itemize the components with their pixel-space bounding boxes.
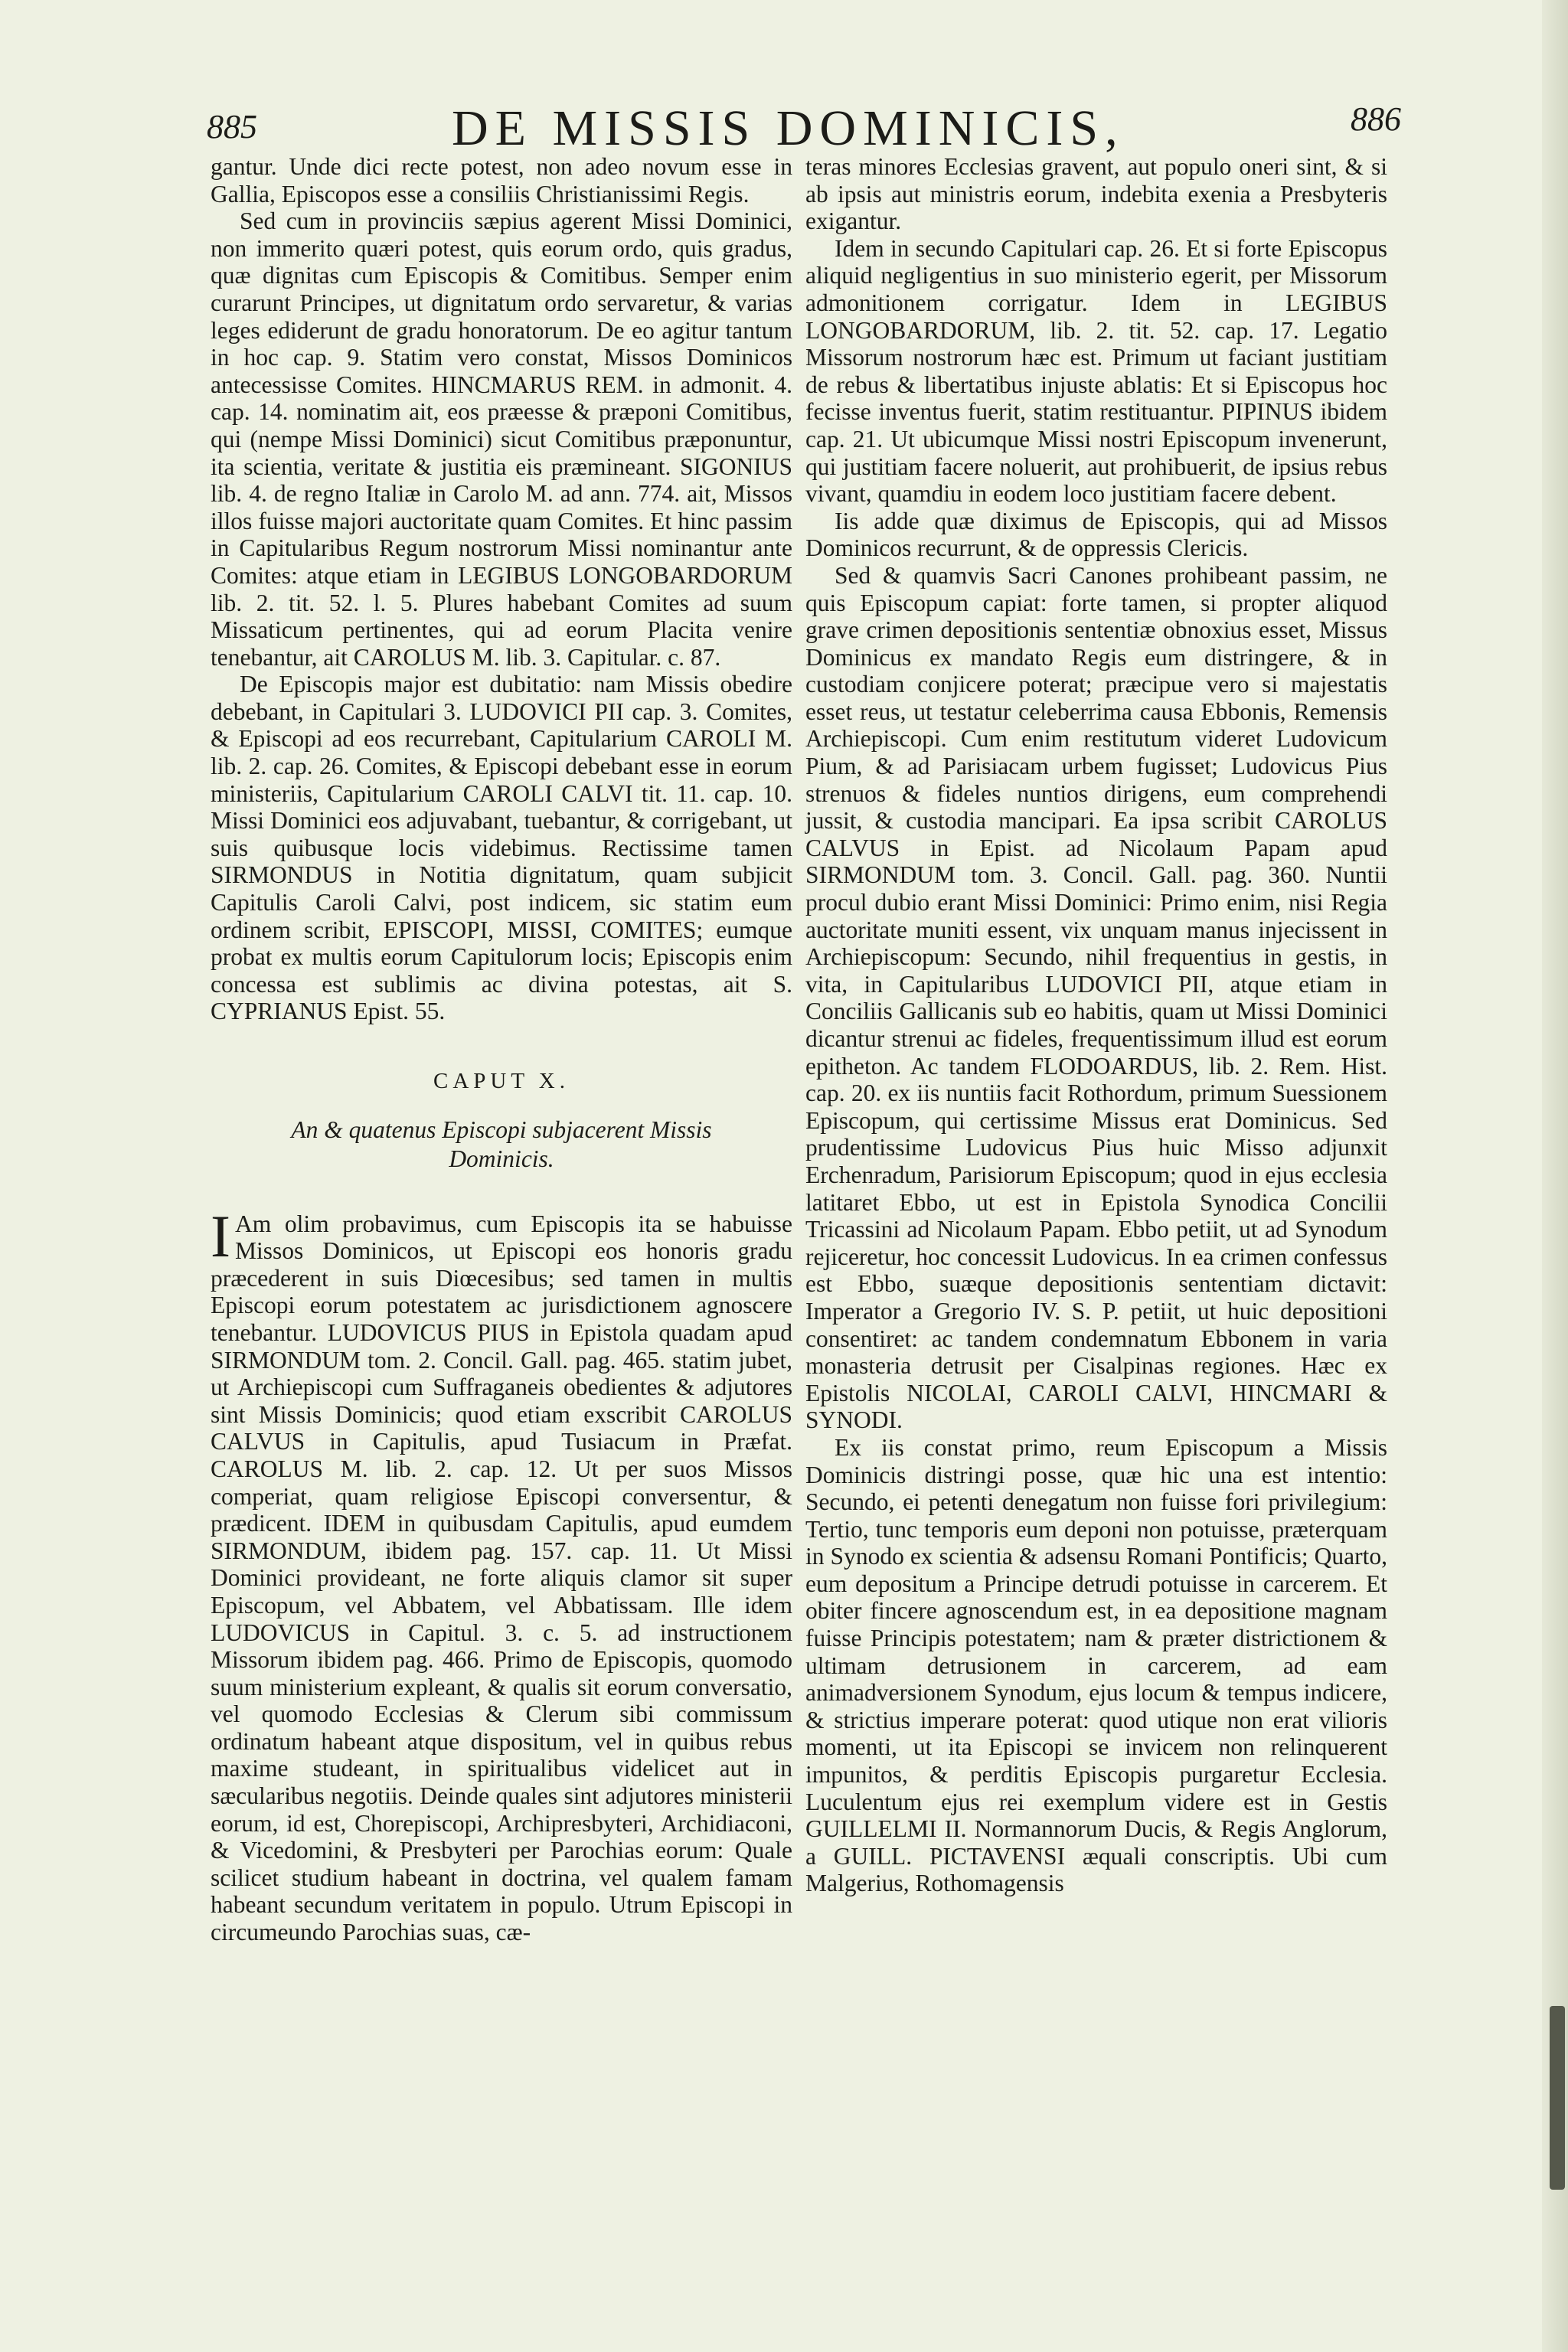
paragraph: teras minores Ecclesias gravent, aut populo oneri sint, & si ab ipsis aut ministris eorum, indebita exenia a Presbyteris exigantur. (805, 153, 1387, 235)
chapter-heading: CAPUT X. (433, 1069, 570, 1093)
right-column (805, 153, 1387, 1897)
left-column (211, 153, 792, 1946)
paragraph-text: Am olim probavimus, cum Episcopis ita se habuisse Missos Dominicos, ut Episcopi eos honoris gradu præcederent in suis Diœcesibus; sed tamen in multis Episcopi eorum potestatem ac jurisdictionem agnoscere tenebantur. LUDOVICUS PIUS in Epistola quadam apud SIRMONDUM tom. 2. Concil. Gall. pag. 465. statim jubet, ut Archiepiscopi cum Suffraganeis obedientes & adjutores sint Missis Dominicis; quod etiam exscribit CAROLUS CALVUS in Capitulis, apud Tusiacum in Præfat. CAROLUS M. lib. 2. cap. 12. Ut per suos Missos comperiat, quam religiose Episcopi conversentur, & prædicent. IDEM in quibusdam Capitulis, apud eumdem SIRMONDUM, ibidem pag. 157. cap. 11. Ut Missi Dominici provideant, ne forte aliquis clamor sit super Episcopum, vel Abbatem, vel Abbatissam. Ille idem LUDOVICUS in Capitul. 3. c. 5. ad instructionem Missorum ibidem pag. 466. Primo de Episcopis, quomodo suum ministerium expleant, & qualis sit eorum conversatio, vel quomodo Ecclesias & Clerum sibi commissum ordinatum habeant atque dispositum, vel in quibus rebus maxime studeant, in spiritualibus videlicet aut in sæcularibus negotiis. Deinde quales sint adjutores ministerii eorum, id est, Chorepiscopi, Archipresbyteri, Archidiaconi, & Vicedomini, & Presbyteri per Parochias eorum: Quale scilicet studium habeant in doctrina, vel qualem famam habeant secundum veritatem in populo. Utrum Episcopi in circumeundo Parochias suas, cæ- (211, 1210, 792, 1946)
chapter-subtitle: An & quatenus Episcopi subjacerent Missis Dominicis. (291, 1116, 712, 1172)
paragraph: Iis adde quæ diximus de Episcopis, qui ad Missos Dominicos recurrunt, & de oppressis Clericis. (805, 507, 1387, 562)
page-number-right: 886 (1351, 100, 1401, 138)
paragraph: Sed & quamvis Sacri Canones prohibeant passim, ne quis Episcopum capiat: forte tamen, si propter aliquod grave crimen depositionis sententiæ obnoxius esset, Missus Dominicus ex mandato Regis eum distringere, & in custodiam conjicere poterat; præcipue vero si majestatis esset reus, ut testatur celeberrima causa Ebbonis, Remensis Archiepiscopi. Cum enim restitutum videret Ludovicum Pium, & ad Parisiacam urbem fugisset; Ludovicus Pius strenuos & fideles nuntios dirigens, eum comprehendi jussit, & custodia mancipari. Ea ipsa scribit CAROLUS CALVUS in Epist. ad Nicolaum Papam apud SIRMONDUM tom. 3. Concil. Gall. pag. 360. Nuntii procul dubio erant Missi Dominici: Primo enim, nisi Regia auctoritate muniti essent, vix unquam manus injecissent in Archiepiscopum: Secundo, nihil frequentius in gestis, in vita, in Capitularibus LUDOVICI PII, atque etiam in Conciliis Gallicanis sub eo habitis, quam ut Missi Dominici dicantur strenui ac fideles, frequentissimum illud est eorum epitheton. Ac tandem FLODOARDUS, lib. 2. Rem. Hist. cap. 20. ex iis nuntiis facit Rothordum, primum Suessionem Episcopum, qui certissime Missus erat Dominicus. Sed prudentissime Ludovicus Pius huic Misso adjunxit Erchenradum, Parisiorum Episcopum; quod in ejus ecclesia latitaret Ebbo, ut est in Epistola Synodica Concilii Tricassini ad Nicolaum Papam. Ebbo petiit, ut ad Synodum rejiceretur, hoc concessit Ludovicus. In ea crimen confessus est Ebbo, suæque depositionis sententiam dictavit: Imperator a Gregorio IV. S. P. petiit, ut huic depositioni consentiret: ac tandem condemnatum Ebbonem in varia monasteria detrusit per Cisalpinas regiones. Hæc ex Epistolis NICOLAI, CAROLI CALVI, HINCMARI & SYNODI. (805, 561, 1387, 1434)
paragraph: gantur. Unde dici recte potest, non adeo novum esse in Gallia, Episcopos esse a consiliis Christianissimi Regis. (211, 153, 792, 207)
page-edge (1542, 0, 1568, 2352)
paragraph: De Episcopis major est dubitatio: nam Missis obedire debebant, in Capitulari 3. LUDOVICI PII cap. 3. Comites, & Episcopi ad eos recurrebant, Capitularium CAROLI M. lib. 2. cap. 26. Comites, & Episcopi debebant esse in eorum ministeriis, Capitularium CAROLI CALVI tit. 11. cap. 10. Missi Dominici eos adjuvabant, tuebantur, & corrigebant, ut suis quibusque locis videbimus. Rectissime tamen SIRMONDUS in Notitia dignitatum, quam subjicit Capitulis Caroli Calvi, post indicem, sic statim eum ordinem scribit, EPISCOPI, MISSI, COMITES; eumque probat ex multis eorum Capitulorum locis; Episcopis enim concessa est sublimis ac divina potestas, ait S. CYPRIANUS Epist. 55. (211, 671, 792, 1025)
paragraph: Sed cum in provinciis sæpius agerent Missi Dominici, non immerito quæri potest, quis eorum ordo, quis gradus, quæ dignitas cum Episcopis & Comitibus. Semper enim curarunt Principes, ut dignitatum ordo servaretur, & varias leges ediderunt de gradu honoratorum. De eo agitur tantum in hoc cap. 9. Statim vero constat, Missos Dominicos antecessisse Comites. HINCMARUS REM. in admonit. 4. cap. 14. nominatim ait, eos præesse & præponi Comitibus, qui (nempe Missi Dominici) sicut Comitibus præponuntur, ita scientia, veritate & justitia eis præmineant. SIGONIUS lib. 4. de regno Italiæ in Carolo M. ad ann. 774. ait, Missos illos fuisse majori auctoritate quam Comites. Et hinc passim in Capitularibus Regum nostrorum Missi nominantur ante Comites: atque etiam in LEGIBUS LONGOBARDORUM lib. 2. tit. 52. l. 5. Plures habebant Comites ad suum Missaticum pertinentes, qui ad eorum Placita venire tenebantur, ait CAROLUS M. lib. 3. Capitular. c. 87. (211, 207, 792, 671)
drop-cap: I (211, 1202, 230, 1269)
page-number-left: 885 (207, 108, 257, 145)
running-title: DE MISSIS DOMINICIS, (452, 100, 1125, 156)
paragraph: Idem in secundo Capitulari cap. 26. Et si forte Episcopus aliquid negligentius in suo ministerio egerit, per Missorum admonitionem corrigatur. Idem in LEGIBUS LONGOBARDORUM, lib. 2. tit. 52. cap. 17. Legatio Missorum nostrorum hæc est. Primum ut faciant justitiam de rebus & libertatibus injuste ablatis: Et si Episcopus hoc fecisse inventus fuerit, statim restituantur. PIPINUS ibidem cap. 21. Ut ubicumque Missi nostri Episcopum invenerunt, qui justitiam facere noluerit, aut prohibuerit, de ipsius rebus vivant, quamdiu in eodem loco justitiam facere debent. (805, 234, 1387, 508)
running-header (207, 90, 1401, 159)
paragraph-initial (211, 1202, 792, 1946)
paragraph: Ex iis constat primo, reum Episcopum a Missis Dominicis distringi posse, quæ hic una est intentio: Secundo, ei petenti denegatum non fuisse fori privilegium: Tertio, tunc temporis eum deponi non potuisse, præterquam in Synodo ex scientia & adsensu Romani Pontificis; Quarto, eum depositum a Principe detrudi potuisse in carcerem. Et obiter fincere agnoscendum est, in ea depositione magnam fuisse Principis potestatem; nam & præter districtionem & ultimam detrusionem in carcerem, ad eam animadversionem Synodum, ejus locum & tempus indicere, & strictius imperare poterat: quod utique non erat vilioris momenti, ut ita Episcopi se invicem non relinquerent impunitos, & perditis Episcopis purgaretur Ecclesia. Luculentum ejus rei exemplum videre est in Gestis GUILLELMI II. Normannorum Ducis, & Regis Anglorum, a GUILL. PICTAVENSI æquali conscriptis. Ubi cum Malgerius, Rothomagensis (805, 1433, 1387, 1897)
edge-shadow (1550, 2006, 1565, 2190)
